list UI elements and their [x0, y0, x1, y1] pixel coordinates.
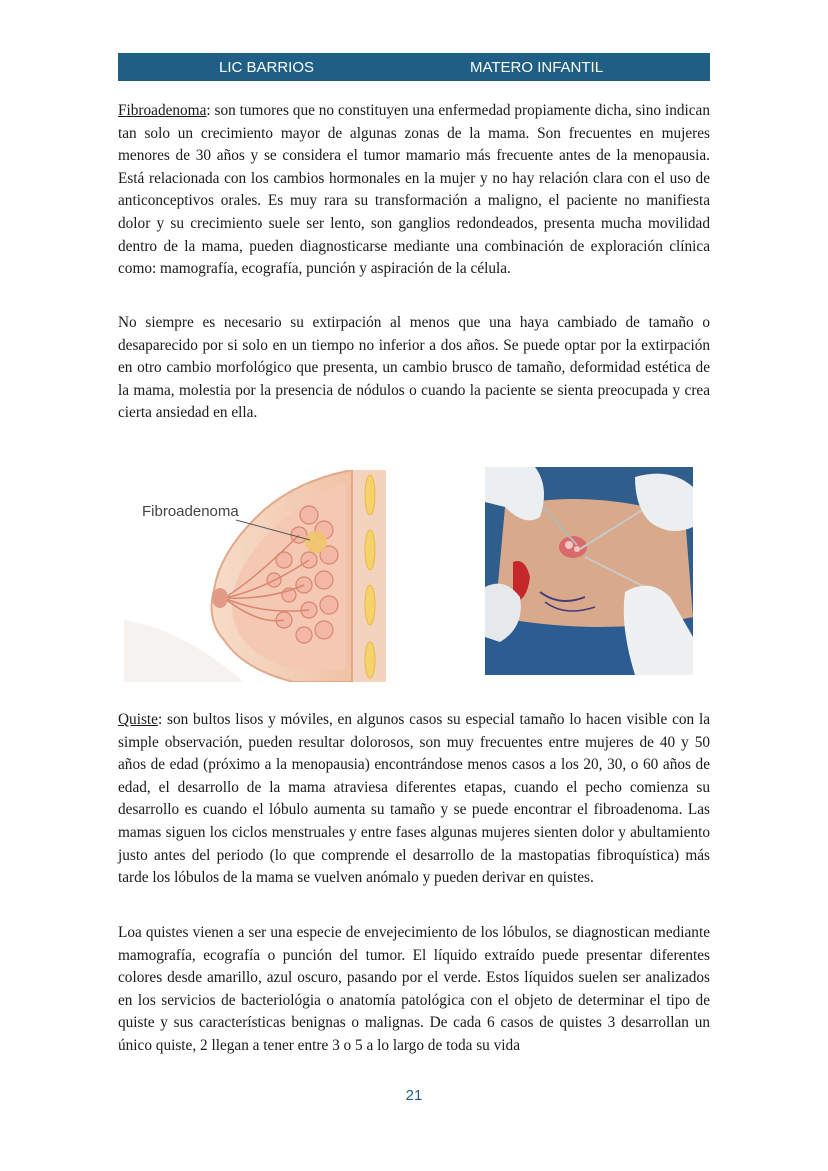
paragraph-fibroadenoma	[118, 100, 710, 281]
page-header	[118, 53, 710, 81]
term-fibroadenoma: Fibroadenoma	[118, 102, 207, 119]
paragraph-quiste-text: : son bultos lisos y móviles, en algunos casos su especial tamaño lo hacen visible con la simple observación, pueden resultar dolorosos, son muy frecuentes entre mujeres de 40 y 50 años de edad (próximo a la menopausia) encontrándose menos casos a los 20, 30, o 60 años de edad, el desarrollo de la mama atraviesa diferentes etapas, cuando el pecho comienza su desarrollo es cuando el lóbulo aumenta su tamaño y se puede encontrar el fibroadenoma. Las mamas siguen los ciclos menstruales y entre fases algunas mujeres sienten dolor y abultamiento justo antes del periodo (lo que comprende el desarrollo de la mastopatias fibroquística) más tarde los lóbulos de la mama se vuelven anómalo y pueden derivar en quistes.	[118, 711, 710, 887]
fibroadenoma-diagram-label: Fibroadenoma	[142, 503, 239, 520]
paragraph-quistes-diagnostico: Loa quistes vienen a ser una especie de envejecimiento de los lóbulos, se diagnostican mediante mamografía, ecografía o punción del tumor. El líquido extraído puede presentar diferentes colores desde amarillo, azul oscuro, pasando por el verde. Estos líquidos suelen ser analizados en los servicios de bacteriológia o anatomía patológica con el objeto de determinar el tipo de quiste y sus características benignas o malignas. De cada 6 casos de quistes 3 desarrollan un único quiste, 2 llegan a tener entre 3 o 5 a lo largo de toda su vida	[118, 924, 710, 1054]
page-number: 21	[405, 1087, 423, 1104]
paragraph-extirpacion: No siempre es necesario su extirpación al menos que una haya cambiado de tamaño o desaparecido por si solo en un tiempo no inferior a dos años. Se puede optar por la extirpación en otro cambio morfológico que presenta, un cambio brusco de tamaño, deformidad estética de la mama, molestia por la presencia de nódulos o cuando la paciente se sienta preocupada y crea cierta ansiedad en ella.	[118, 314, 710, 422]
fibroadenoma-diagram	[124, 470, 386, 682]
header-subject: MATERO INFANTIL	[470, 59, 604, 76]
term-quiste: Quiste	[118, 711, 158, 728]
surgery-photo	[485, 467, 693, 675]
paragraph-quiste	[118, 709, 710, 890]
header-author: LIC BARRIOS	[219, 59, 315, 76]
paragraph-fibroadenoma-text: : son tumores que no constituyen una enfermedad propiamente dicha, sino indican tan solo un crecimiento mayor de algunas zonas de la mama. Son frecuentes en mujeres menores de 30 años y se considera el tumor mamario más frecuente antes de la menopausia. Está relacionada con los cambios hormonales en la mujer y no hay relación clara con el uso de anticonceptivos orales. Es muy rara su transformación a maligno, el paciente no manifiesta dolor y su crecimiento suele ser lento, son ganglios redondeados, presenta mucha movilidad dentro de la mama, pueden diagnosticarse mediante una combinación de exploración clínica como: mamografía, ecografía, punción y aspiración de la célula.	[118, 102, 710, 278]
